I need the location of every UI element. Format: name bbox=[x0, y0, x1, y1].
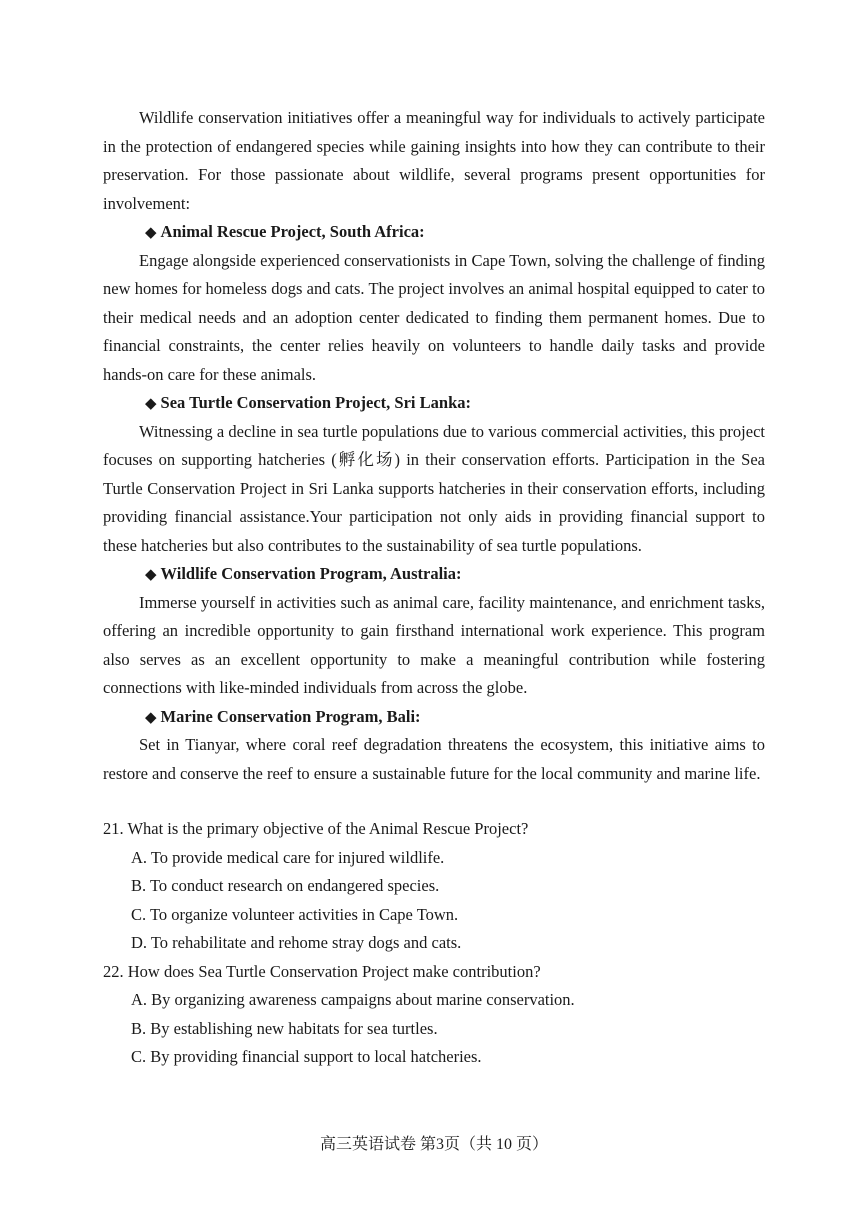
answer-option: B. By establishing new habitats for sea turtles. bbox=[131, 1018, 438, 1038]
answer-option: A. By organizing awareness campaigns about marine conservation. bbox=[131, 990, 575, 1009]
section-heading bbox=[103, 560, 765, 589]
diamond-bullet-icon: ◆ bbox=[145, 394, 157, 412]
answer-option: B. To conduct research on endangered species. bbox=[131, 876, 440, 895]
diamond-bullet-icon: ◆ bbox=[145, 707, 157, 726]
section-title: Animal Rescue Project, South Africa: bbox=[160, 222, 425, 241]
section-body: Immerse yourself in activities such as animal care, facility maintenance, and enrichment tasks, offering an incredible opportunity to gain firsthand international work experience. This program also serves as an excellent opportunity to make a meaningful contribution while fostering connections with like-minded individuals from across the globe. bbox=[103, 592, 765, 697]
answer-option: A. To provide medical care for injured wildlife. bbox=[131, 847, 445, 867]
section-body: Set in Tianyar, where coral reef degradation threatens the ecosystem, this initiative aims to restore and conserve the reef to ensure a sustainable future for the local community and marine life. bbox=[103, 735, 765, 783]
answer-option: D. To rehabilitate and rehome stray dogs and cats. bbox=[131, 933, 462, 952]
answer-option: C. By providing financial support to local hatcheries. bbox=[131, 1047, 482, 1066]
intro-paragraph: Wildlife conservation initiatives offer a meaningful way for individuals to actively participate in the protection of endangered species while gaining insights into how they can contribute to their preservation. For those passionate about wildlife, several programs present opportunities for involvement: bbox=[103, 108, 765, 213]
section-body: Witnessing a decline in sea turtle populations due to various commercial activities, this project focuses on supporting hatcheries (孵化场) in their conservation efforts. Participation in the Sea Turtle Conservation Project in Sri Lanka supports hatcheries in their conservation efforts, including providing financial assistance.Your participation not only aids in providing financial support to these hatcheries but also contributes to the sustainability of sea turtle populations. bbox=[103, 421, 765, 555]
section-title: Marine Conservation Program, Bali: bbox=[160, 706, 421, 726]
diamond-bullet-icon: ◆ bbox=[145, 223, 157, 241]
section-heading bbox=[103, 703, 765, 732]
section-title: Sea Turtle Conservation Project, Sri Lanka: bbox=[160, 393, 471, 412]
questions-block bbox=[103, 815, 765, 1072]
section-heading bbox=[103, 218, 765, 247]
answer-option: C. To organize volunteer activities in Cape Town. bbox=[131, 904, 459, 924]
section-body: Engage alongside experienced conservationists in Cape Town, solving the challenge of finding new homes for homeless dogs and cats. The project involves an animal hospital equipped to cater to their medical needs and an adoption center dedicated to finding them permanent homes. Due to financial constraints, the center relies heavily on volunteers to handle daily tasks and provide hands-on care for these animals. bbox=[103, 250, 765, 384]
page-footer: 高三英语试卷 第3页（共 10 页） bbox=[319, 1136, 548, 1153]
question-text: 21. What is the primary objective of the Animal Rescue Project? bbox=[103, 819, 529, 838]
document-page bbox=[103, 104, 765, 1072]
diamond-bullet-icon: ◆ bbox=[145, 565, 157, 583]
question-text: 22. How does Sea Turtle Conservation Project make contribution? bbox=[103, 961, 541, 981]
section-title: Wildlife Conservation Program, Australia: bbox=[160, 564, 462, 583]
section-heading bbox=[103, 389, 765, 418]
